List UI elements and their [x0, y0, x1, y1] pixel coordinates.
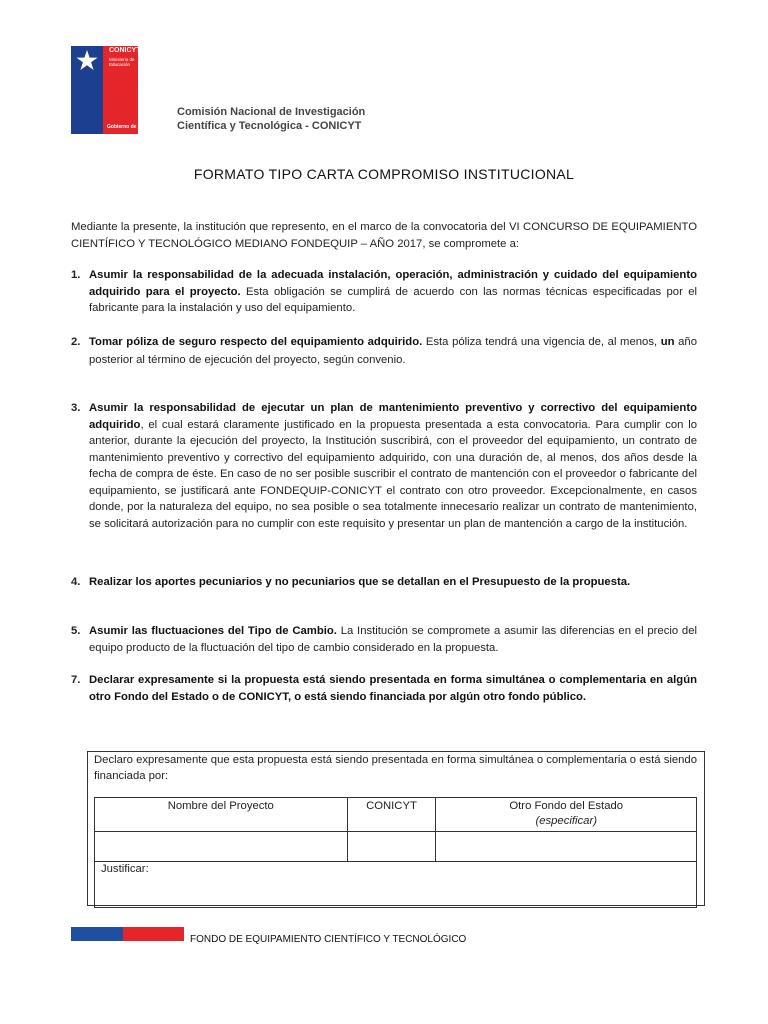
item-text: Esta póliza tendrá una vigencia de, al menos,	[422, 336, 661, 348]
commitment-item-1	[71, 267, 697, 317]
item-text: , el cual estará claramente justificado en la propuesta presentada a esta convocatoria. Para cumplir con lo anterior, durante la ejecución del proyecto, la Institución suscribirá, con el proveedor del equipamiento, un contrato de mantenimiento preventivo y correctivo del equipamiento adquirido, con una duración de, al menos, dos años desde la fecha de compra de éste. En caso de no ser posible suscribir el contrato de mantención con el proveedor o fabricante del equipamiento, se justificará ante FONDEQUIP-CONICYT el contrato con otro proveedor. Excepcionalmente, en casos donde, por la naturaleza del equipo, no sea posible o sea totalmente innecesario realizar un contrato de mantenimiento, se solicitará autorización para no cumplir con este requisito y presentar un plan de mantención a cargo de la institución.	[89, 418, 697, 530]
logo-conicyt-text: CONICYT	[109, 47, 141, 54]
header-other-fund-specify: (especificar)	[535, 815, 597, 827]
declaration-entry-row	[95, 832, 697, 862]
item-number: 5.	[71, 625, 81, 637]
logo-gobierno-text: Gobierno de Chile	[107, 124, 151, 130]
commitment-item-5	[71, 623, 697, 656]
item-text-2: año posterior al término de ejecución del proyecto, según convenio.	[89, 336, 697, 366]
org-name-line1: Comisión Nacional de Investigación	[177, 106, 366, 118]
header-project-name: Nombre del Proyecto	[95, 798, 348, 832]
declaration-header-row	[95, 798, 697, 832]
commitment-item-3	[71, 400, 697, 532]
item-bold-text: Asumir las fluctuaciones del Tipo de Cambio.	[89, 625, 337, 637]
item-number: 7.	[71, 674, 81, 686]
declaration-table	[94, 797, 697, 908]
logo-ministry-text: Ministerio de Educación	[109, 57, 135, 67]
commitment-item-2	[71, 333, 697, 369]
item-bold-text: Tomar póliza de seguro respecto del equipamiento adquirido.	[89, 336, 423, 348]
item-bold-text: Realizar los aportes pecuniarios y no pecuniarios que se detallan en el Presupuesto de la propuesta.	[89, 576, 631, 588]
commitment-item-7	[71, 672, 697, 705]
declaration-box	[87, 751, 705, 906]
footer-text: FONDO DE EQUIPAMIENTO CIENTÍFICO Y TECNOLÓGICO	[190, 934, 467, 945]
item-number: 1.	[71, 269, 81, 281]
entry-project-name-cell[interactable]	[95, 832, 348, 862]
item-number: 3.	[71, 402, 81, 414]
header-other-fund	[436, 798, 697, 832]
intro-paragraph: Mediante la presente, la institución que represento, en el marco de la convocatoria del VI CONCURSO DE EQUIPAMIENTO CIENTÍFICO Y TECNOLÓGICO MEDIANO FONDEQUIP – AÑO 2017, se compromete a:	[71, 221, 697, 250]
entry-other-fund-cell[interactable]	[436, 832, 697, 862]
org-name-line2: Científica y Tecnológica - CONICYT	[177, 120, 362, 132]
item-number: 4.	[71, 576, 81, 588]
item-bold-text: Asumir la responsabilidad de la adecuada instalación, operación, administración y cuidado del equipamiento adquirido para el proyecto.	[89, 269, 697, 298]
entry-conicyt-cell[interactable]	[347, 832, 436, 862]
coat-of-arms-icon	[75, 49, 99, 73]
footer-blue-band	[71, 927, 123, 941]
item-bold-text: Declarar expresamente si la propuesta está siendo presentada en forma simultánea o complementaria en algún otro Fondo del Estado o de CONICYT, o está siendo financiada por algún otro fondo público.	[89, 674, 697, 703]
header-other-fund-label: Otro Fondo del Estado	[509, 800, 624, 812]
document-title: FORMATO TIPO CARTA COMPROMISO INSTITUCIONAL	[193, 166, 575, 182]
justify-label: Justificar:	[101, 863, 149, 875]
item-number: 2.	[71, 336, 81, 348]
header-conicyt: CONICYT	[347, 798, 436, 832]
commitment-item-4	[71, 574, 697, 591]
item-text: La Institución se compromete a asumir las diferencias en el precio del equipo producto de la fluctuación del tipo de cambio considerado en la propuesta.	[89, 625, 698, 654]
item-bold-text: Asumir la responsabilidad de ejecutar un plan de mantenimiento preventivo y correctivo del equipamiento adquirido	[89, 402, 697, 431]
item-text: Esta obligación se cumplirá de acuerdo con las normas técnicas especificadas por el fabricante para la instalación y uso del equipamiento.	[89, 285, 697, 314]
declaration-justify-row	[95, 862, 697, 908]
justify-cell[interactable]	[95, 862, 697, 908]
declaration-text: Declaro expresamente que esta propuesta está siendo presentada en forma simultánea o complementaria o está siendo financiada por:	[94, 754, 697, 782]
footer-red-band	[123, 927, 184, 941]
item-emph-text: un	[660, 336, 675, 348]
